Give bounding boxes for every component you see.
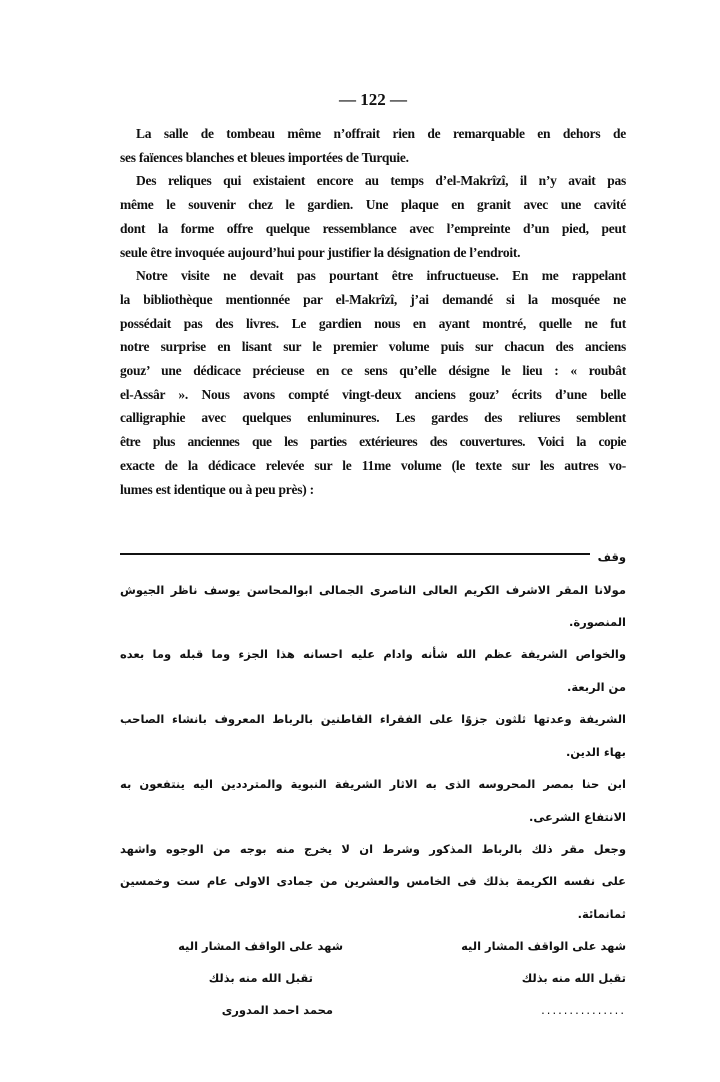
- arabic-line: والخواص الشريفة عظم الله شأنه وادام عليه احسانه هذا الجزء وما قبله وما بعده: [120, 647, 626, 662]
- text-line: être plus anciennes que les parties extérieures des couvertures. Voici la copie: [120, 434, 626, 450]
- arabic-line: الشريفة وعدتها ثلثون جزوًا على الفقراء القاطنين بالرباط المعروف بانشاء الصاحب: [120, 712, 626, 727]
- signature-right-dots: ...............: [541, 1003, 626, 1018]
- arabic-dedication: [120, 541, 626, 930]
- french-text: [120, 122, 626, 501]
- text-line: Des reliques qui existaient encore au temps d’el-Makrîzî, il n’y avait pas: [136, 173, 626, 189]
- text-line: lumes est identique ou à peu près) :: [120, 481, 314, 497]
- page-number: — 122 —: [339, 90, 407, 109]
- text-line: exacte de la dédicace relevée sur le 11me volume (le texte sur les autres vo-: [120, 457, 626, 473]
- signature-row: [120, 962, 626, 994]
- arabic-line: مولانا المقر الاشرف الكريم العالى الناصرى الجمالى ابوالمحاسن يوسف ناظر الجيوش: [120, 582, 626, 597]
- arabic-line: من الربعة.: [566, 679, 626, 694]
- text-line: Notre visite ne devait pas pourtant être infructueuse. En me rappelant: [136, 268, 626, 284]
- signature-row: [120, 930, 626, 962]
- arabic-line: ابن حنا بمصر المحروسه الذى به الاثار الشريفة النبوية والمترددين اليه ينتفعون به: [120, 777, 626, 792]
- arabic-line: المنصورة.: [569, 615, 626, 630]
- text-line: la bibliothèque mentionnée par el-Makrîzî, j’ai demandé si la mosquée ne: [120, 291, 626, 307]
- arabic-line: بهاء الدين.: [565, 744, 626, 759]
- arabic-line: الانتفاع الشرعى.: [529, 809, 626, 824]
- text-line: seule être invoquée aujourd’hui pour justifier la désignation de l’endroit.: [120, 244, 521, 260]
- text-line: el-Assâr ». Nous avons compté vingt-deux anciens gouz’ écrits d’une belle: [120, 386, 626, 402]
- text-line: gouz’ une dédicace précieuse en ce sens qu’elle désigne le lieu : « roubât: [120, 363, 626, 379]
- arabic-line: على نفسه الكريمة بذلك فى الخامس والعشرين من جمادى الاولى عام ست وخمسين ثمانمائة.: [120, 874, 626, 921]
- signature-left-name: محمد احمد المدورى: [221, 1003, 333, 1018]
- signature-row: [120, 994, 626, 1026]
- text-line: même le souvenir chez le gardien. Une plaque en granit avec une cavité: [120, 197, 626, 213]
- arabic-line: وجعل مقر ذلك بالرباط المذكور وشرط ان لا يخرج منه بوجه من الوجوه واشهد: [120, 841, 626, 856]
- signature-right: شهد على الواقف المشار اليه: [461, 939, 626, 954]
- signature-left: تقبل الله منه بذلك: [208, 971, 313, 986]
- signature-right: تقبل الله منه بذلك: [521, 971, 626, 986]
- text-line: ses faïences blanches et bleues importées de Turquie.: [120, 149, 409, 165]
- text-line: notre surprise en lisant sur le premier volume puis sur chacun des anciens: [120, 339, 626, 355]
- text-line: La salle de tombeau même n’offrait rien de remarquable en dehors de: [136, 126, 626, 141]
- arabic-line: وقف: [597, 550, 626, 565]
- text-line: possédait pas des livres. Le gardien nous en ayant montré, quelle ne fut: [120, 315, 626, 331]
- text-line: dont la forme offre quelque ressemblance avec l’empreinte d’un pied, peut: [120, 220, 626, 236]
- signature-left: شهد على الواقف المشار اليه: [178, 939, 343, 954]
- text-line: calligraphie avec quelques enluminures. Les gardes des reliures semblent: [120, 410, 626, 426]
